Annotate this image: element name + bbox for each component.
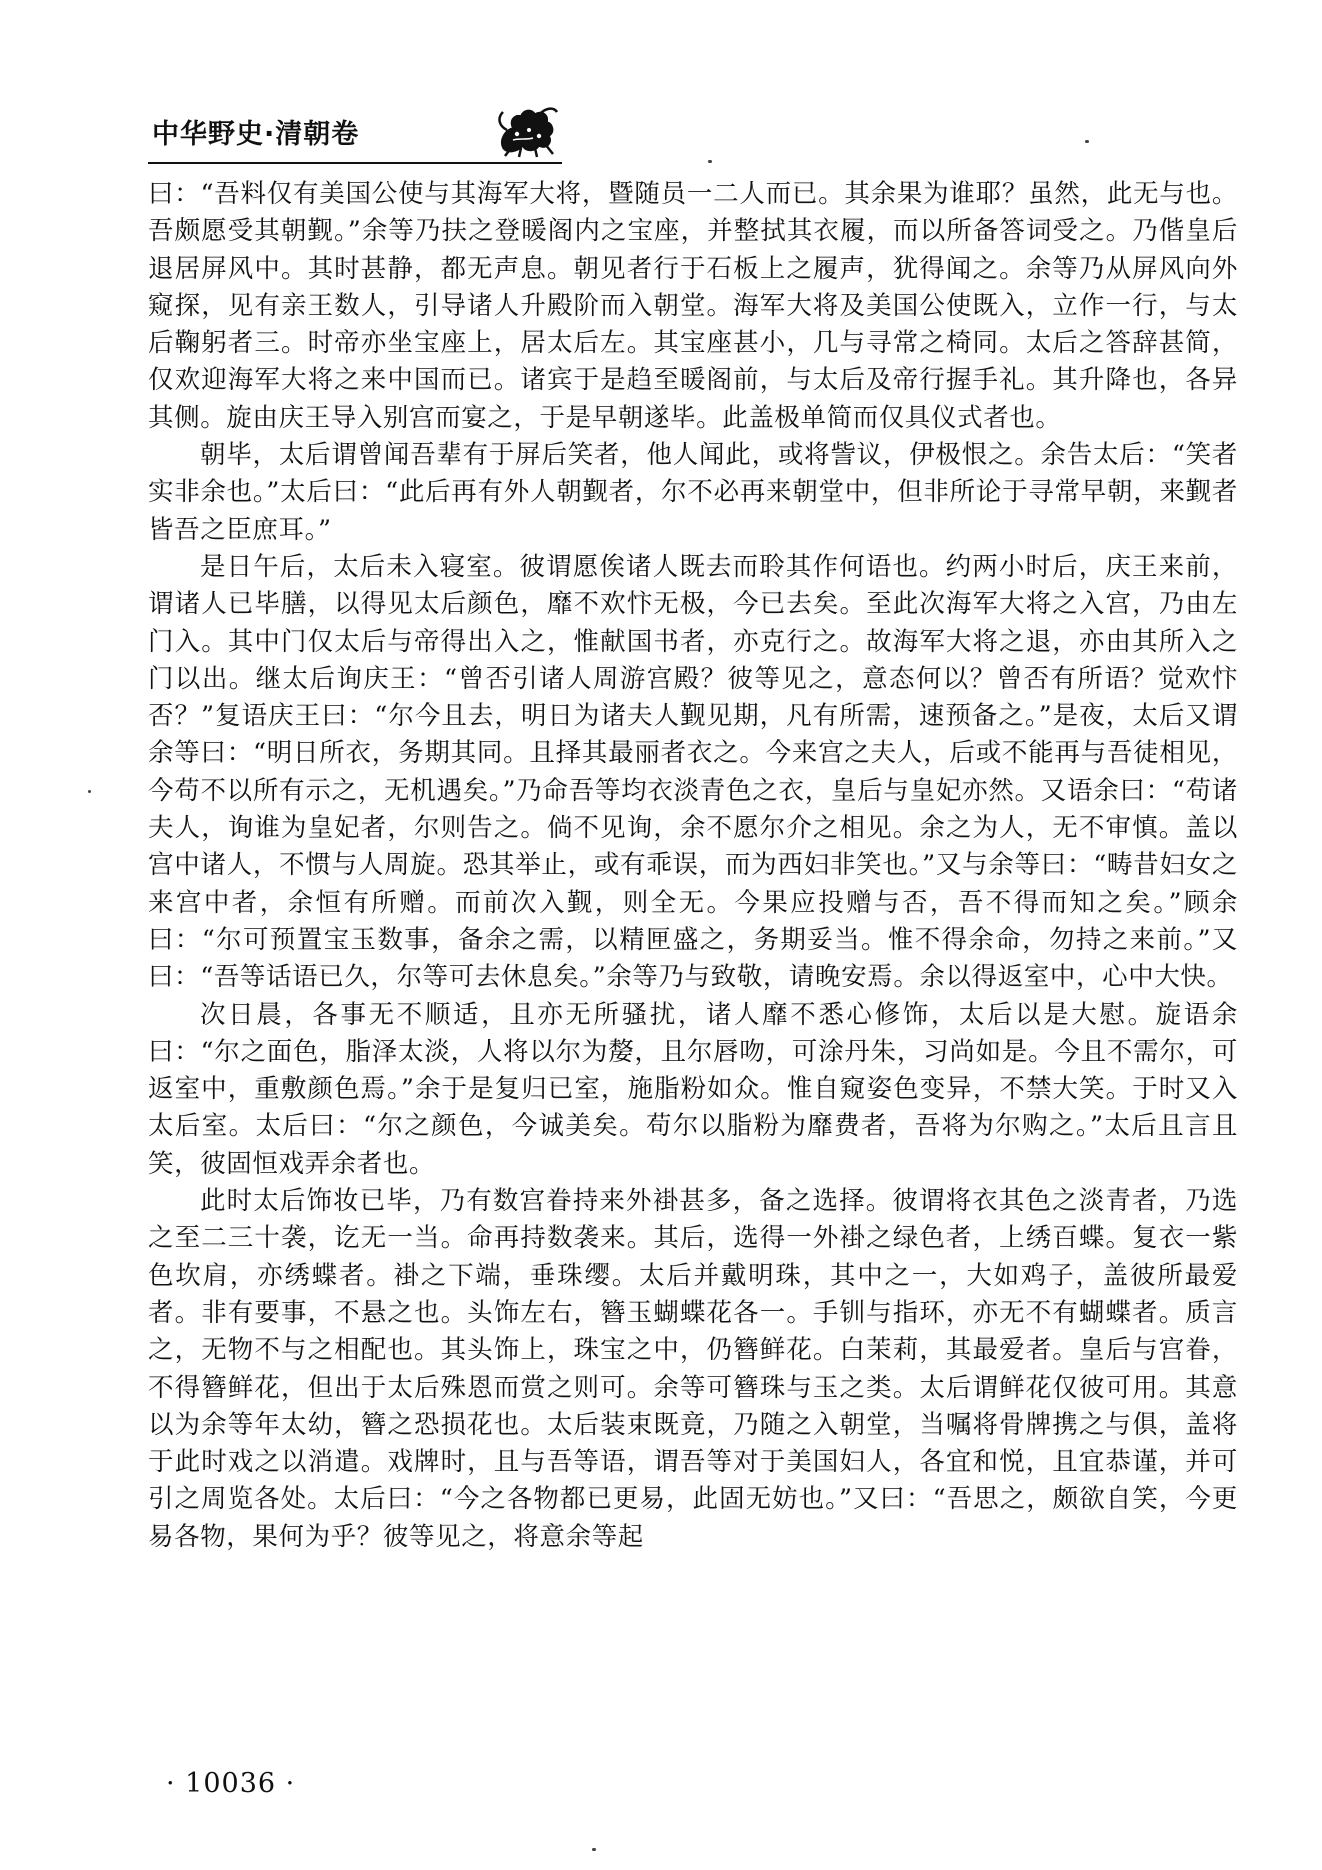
header-rule bbox=[148, 162, 562, 164]
paragraph-5: 此时太后饰妆已毕，乃有数宫眷持来外褂甚多，备之选择。彼谓将衣其色之淡青者，乃选之至二三十袭，讫无一当。命再持数袭来。其后，选得一外褂之绿色者，上绣百蝶。复衣一紫色坎肩，亦绣蝶者。褂之下端，垂珠缨。太后并戴明珠，其中之一，大如鸡子，盖彼所最爱者。非有要事，不悬之也。头饰左右，簪玉蝴蝶花各一。手钏与指环，亦无不有蝴蝶者。质言之，无物不与之相配也。其头饰上，珠宝之中，仍簪鲜花。白茉莉，其最爱者。皇后与宫眷，不得簪鲜花，但出于太后殊恩而赏之则可。余等可簪珠与玉之类。太后谓鲜花仅彼可用。其意以为余等年太幼，簪之恐损花也。太后装束既竟，乃随之入朝堂，当嘱将骨牌携之与俱，盖将于此时戏之以消遣。戏牌时，且与吾等语，谓吾等对于美国妇人，各宜和悦，且宜恭谨，并可引之周览各处。太后曰：“今之各物都已更易，此固无妨也。”又曰：“吾思之，颇欲自笑，今更易各物，果何为乎？彼等见之，将意余等起 bbox=[148, 1186, 1238, 1552]
scan-speck bbox=[592, 1848, 596, 1851]
paragraph-4: 次日晨，各事无不顺适，且亦无所骚扰，诸人靡不悉心修饰，太后以是大慰。旋语余曰：“尔之面色，脂泽太淡，人将以尔为嫠，且尔唇吻，可涂丹朱，习尚如是。今且不需尔，可返室中，重敷颜色焉。”余于是复归已室，施脂粉如众。惟自窥姿色变异，不禁大笑。于时又入太后室。太后曰：“尔之颜色，今诚美矣。苟尔以脂粉为靡费者，吾将为尔购之。”太后且言且笑，彼固恒戏弄余者也。 bbox=[148, 999, 1238, 1179]
book-title: 中华野史·清朝卷 bbox=[152, 119, 360, 150]
scan-speck bbox=[88, 790, 91, 793]
body-text bbox=[148, 176, 1238, 1556]
paragraph-2: 朝毕，太后谓曾闻吾辈有于屏后笑者，他人闻此，或将訾议，伊极恨之。余告太后：“笑者实非余也。”太后曰：“此后再有外人朝觐者，尔不必再来朝堂中，但非所论于寻常早朝，来觐者皆吾之臣庶耳。” bbox=[148, 440, 1238, 545]
dragon-emblem-icon bbox=[493, 100, 563, 158]
paragraph-1: 曰：“吾料仅有美国公使与其海军大将，暨随员一二人而已。其余果为谁耶？虽然，此无与也。吾颇愿受其朝觐。”余等乃扶之登暖阁内之宝座，并整拭其衣履，而以所备答词受之。乃偕皇后退居屏风中。其时甚静，都无声息。朝见者行于石板上之履声，犹得闻之。余等乃从屏风向外窥探，见有亲王数人，引导诸人升殿阶而入朝堂。海军大将及美国公使既入，立作一行，与太后鞠躬者三。时帝亦坐宝座上，居太后左。其宝座甚小，几与寻常之椅同。太后之答辞甚简，仅欢迎海军大将之来中国而已。诸宾于是趋至暖阁前，与太后及帝行握手礼。其升降也，各异其侧。旋由庆王导入别宫而宴之，于是早朝遂毕。此盖极单简而仅具仪式者也。 bbox=[148, 179, 1238, 433]
scan-speck bbox=[1085, 140, 1089, 143]
paragraph-3: 是日午后，太后未入寝室。彼谓愿俟诸人既去而聆其作何语也。约两小时后，庆王来前，谓诸人已毕膳，以得见太后颜色，靡不欢忭无极，今已去矣。至此次海军大将之入宫，乃由左门入。其中门仅太后与帝得出入之，惟献国书者，亦克行之。故海军大将之退，亦由其所入之门以出。继太后询庆王：“曾否引诸人周游宫殿？彼等见之，意态何以？曾否有所语？觉欢忭否？”复语庆王曰：“尔今且去，明日为诸夫人觐见期，凡有所需，速预备之。”是夜，太后又谓余等曰：“明日所衣，务期其同。且择其最丽者衣之。今来宫之夫人，后或不能再与吾徒相见，今苟不以所有示之，无机遇矣。”乃命吾等均衣淡青色之衣，皇后与皇妃亦然。又语余曰：“苟诸夫人，询谁为皇妃者，尔则告之。倘不见询，余不愿尔介之相见。余之为人，无不审慎。盖以宫中诸人，不惯与人周旋。恐其举止，或有乖误，而为西妇非笑也。”又与余等曰：“畴昔妇女之来宫中者，余恒有所赠。而前次入觐，则全无。今果应投赠与否，吾不得而知之矣。”顾余曰：“尔可预置宝玉数事，备余之需，以精匣盛之，务期妥当。惟不得余命，勿持之来前。”又曰：“吾等话语已久，尔等可去休息矣。”余等乃与致敬，请晚安焉。余以得返室中，心中大快。 bbox=[148, 551, 1238, 993]
page-number: · 10036 · bbox=[166, 1768, 296, 1799]
running-header bbox=[148, 100, 568, 162]
scan-speck bbox=[708, 160, 712, 163]
